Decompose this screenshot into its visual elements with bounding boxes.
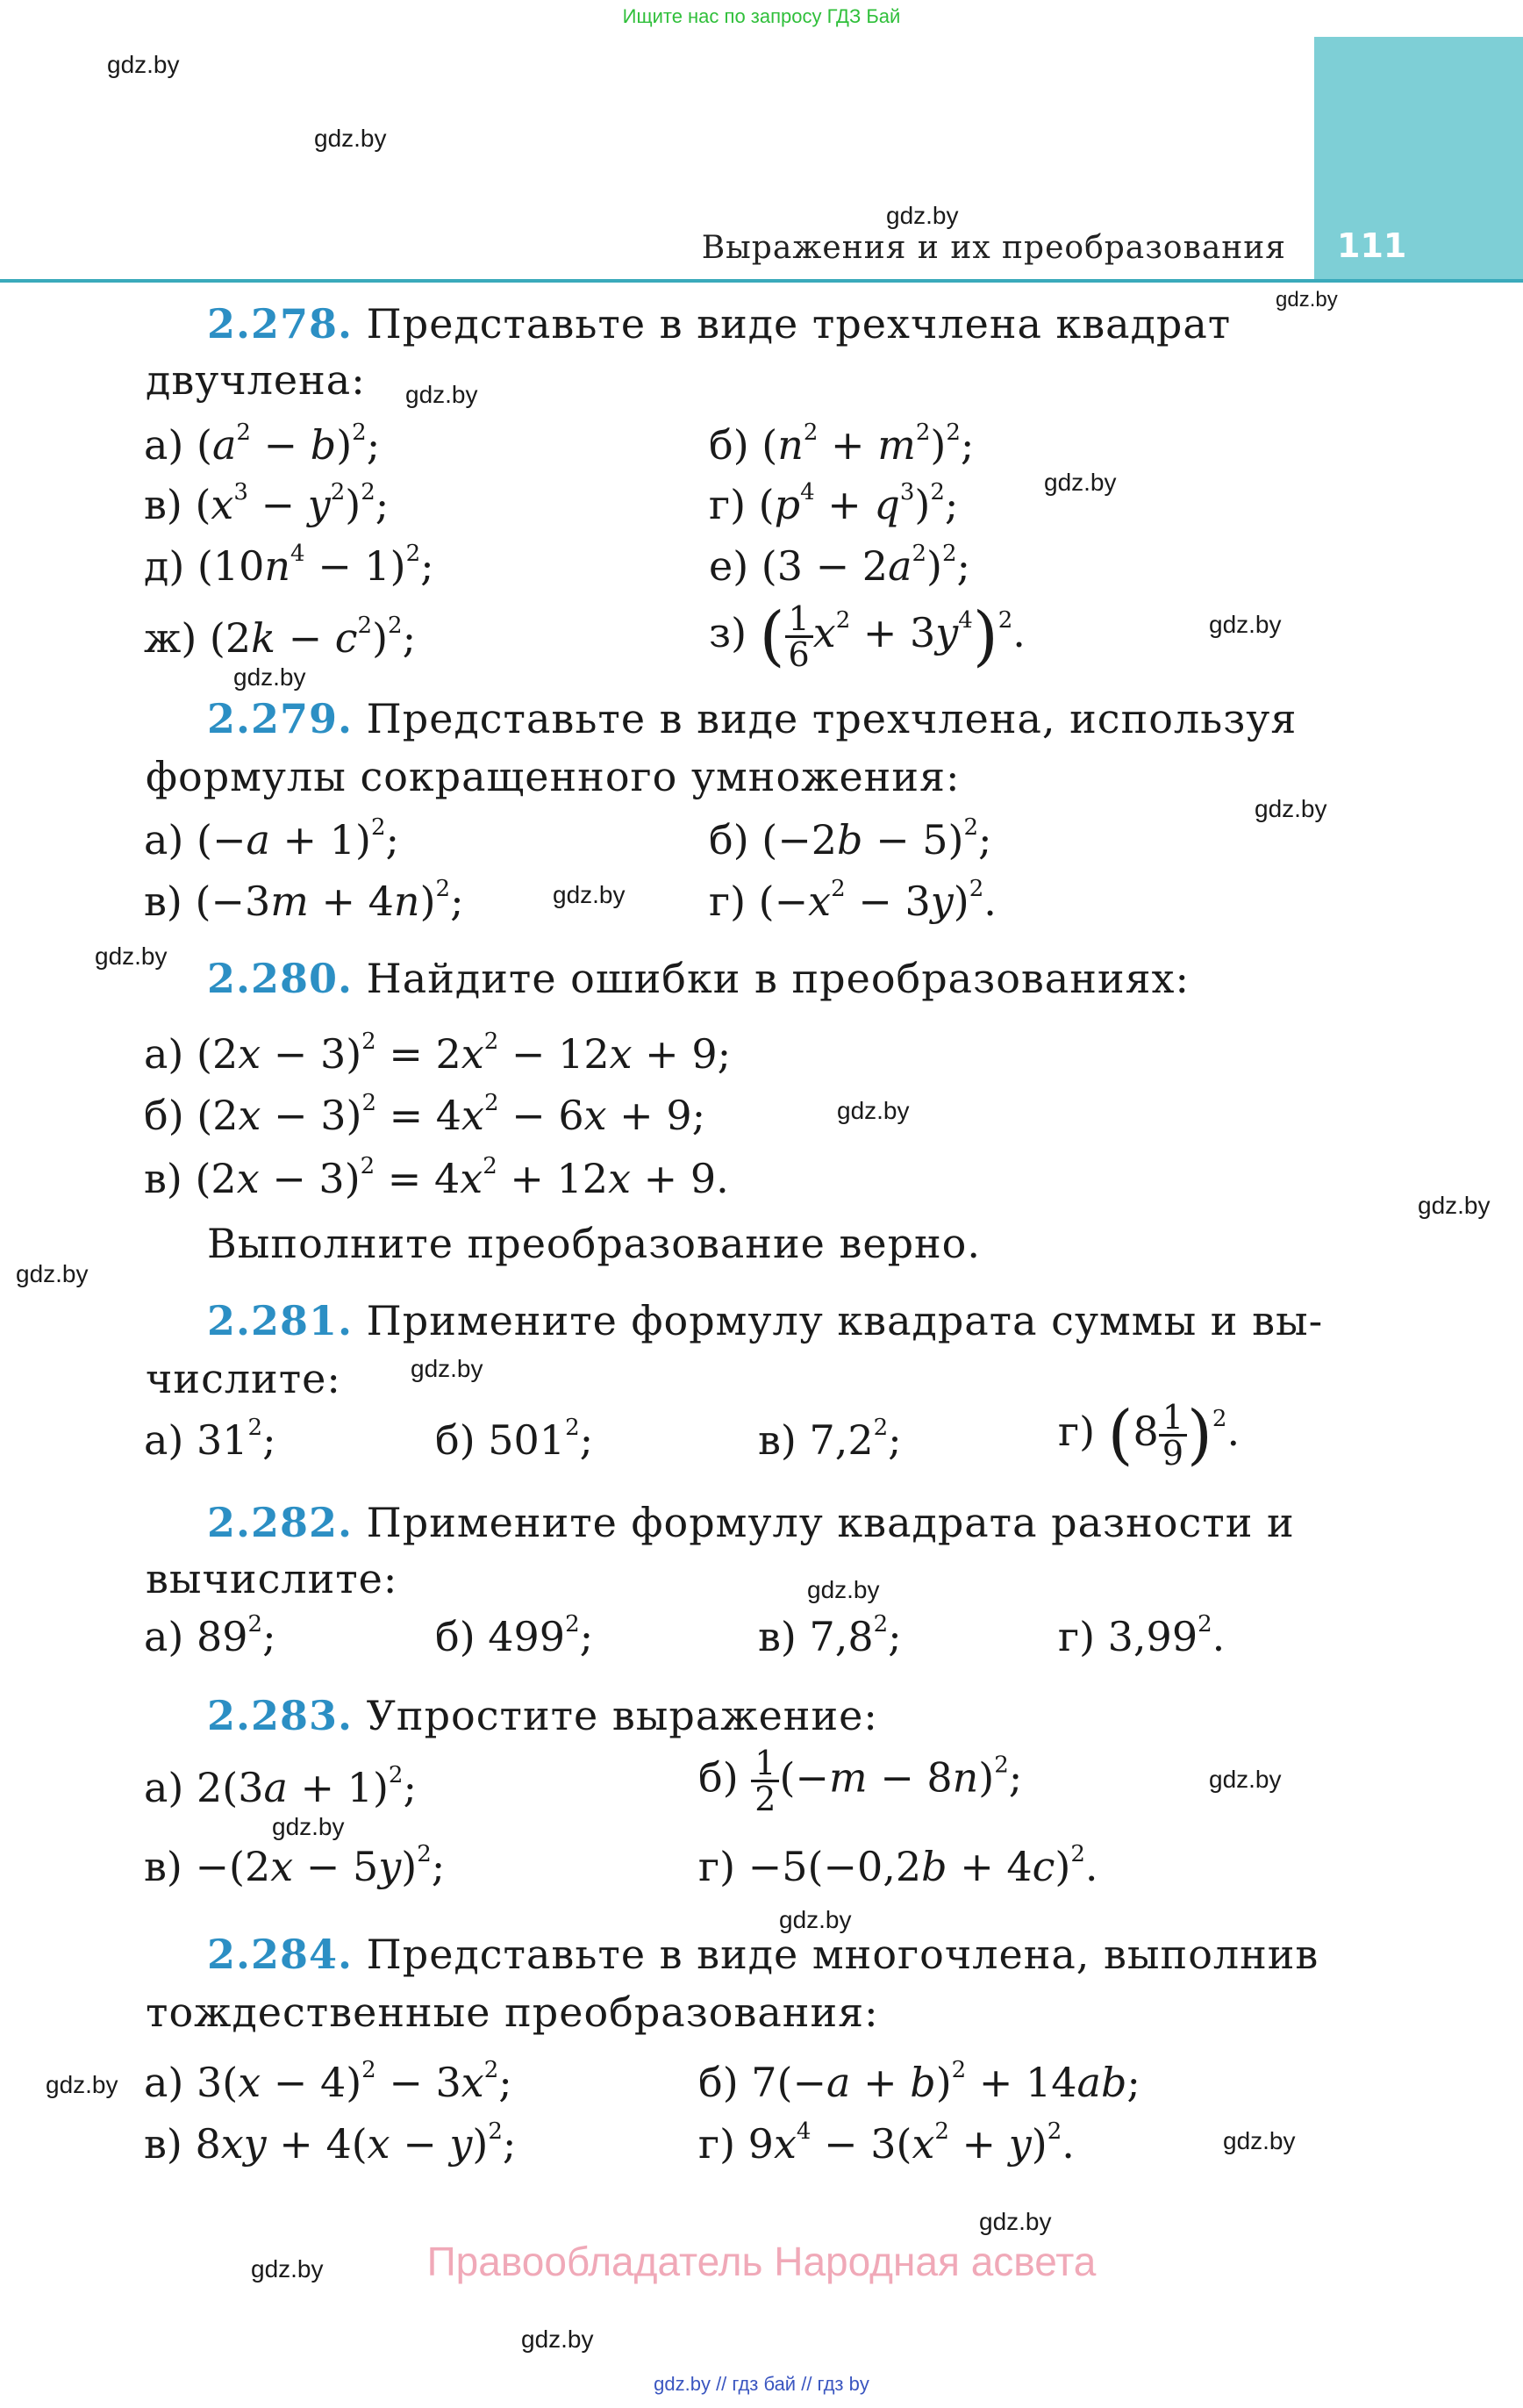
watermark: gdz.by <box>233 663 306 691</box>
task-a: а) $31^2$; <box>144 1415 276 1464</box>
problem-text: Примените формулу квадрата суммы и вы- <box>353 1297 1324 1344</box>
top-note: Ищите нас по запросу ГДЗ Бай <box>622 5 901 27</box>
task-g: г) $(p^4 + q^3)^2$; <box>709 479 959 528</box>
watermark: gdz.by <box>1418 1192 1491 1219</box>
task-b: б) $(-2b - 5)^2$; <box>709 814 992 864</box>
task-g: $г) -5(-0,2b + 4c)^2$. <box>698 1841 1098 1890</box>
task-a: а) $(-a + 1)^2$; <box>144 814 399 864</box>
problem-text-cont: формулы сокращенного умножения: <box>146 753 961 800</box>
problem-text-cont: числите: <box>146 1355 341 1402</box>
problem-2-284 <box>207 1931 1319 1979</box>
page-number: 111 <box>1337 226 1407 265</box>
problem-number: 2.284. <box>207 1931 354 1978</box>
problem-2-281 <box>207 1297 1323 1345</box>
problem-2-283 <box>207 1692 878 1740</box>
watermark: gdz.by <box>411 1355 483 1382</box>
watermark: gdz.by <box>272 1813 345 1840</box>
problem-text-cont: тождественные преобразования: <box>146 1989 879 2036</box>
task-b: б) $501^2$; <box>435 1415 594 1464</box>
task-a: а) $3(x - 4)^2 - 3x^2$; <box>144 2057 512 2106</box>
problem-2-282 <box>207 1499 1295 1547</box>
problem-text: Примените формулу квадрата разности и <box>353 1499 1295 1546</box>
watermark: gdz.by <box>1276 288 1338 312</box>
footer-watermark: gdz.by // гдз бай // гдз by <box>654 2373 869 2395</box>
task-a: а) $(a^2 - b)^2$; <box>144 419 381 469</box>
task-v: в) $(-3m + 4n)^2$; <box>144 876 464 925</box>
problem-2-279 <box>207 695 1297 743</box>
problem-text: Представьте в виде трехчлена, используя <box>353 695 1298 742</box>
task-v: в) $7,8^2$; <box>758 1611 902 1660</box>
task-zh: ж) $(2k - c^2)^2$; <box>144 613 417 662</box>
problem-text-cont: двучлена: <box>146 356 366 404</box>
task-g: г) 3,99$^2$. <box>1058 1611 1226 1660</box>
task-v: в) $8xy + 4(x - y)^2$; <box>144 2118 517 2168</box>
watermark: gdz.by <box>46 2071 118 2098</box>
problem-text: Представьте в виде трехчлена квадрат <box>353 300 1232 348</box>
task-b: б) $499^2$; <box>435 1611 594 1660</box>
watermark: gdz.by <box>107 51 180 78</box>
watermark: gdz.by <box>314 125 387 152</box>
watermark: gdz.by <box>807 1576 880 1603</box>
task-v: в) $(2x - 3)^2 = 4x^2 + 12x + 9$. <box>144 1153 729 1202</box>
task-a: а) $(2x - 3)^2 = 2x^2 - 12x + 9$; <box>144 1028 732 1078</box>
problem-number: 2.283. <box>207 1692 354 1739</box>
problem-2-278 <box>207 300 1231 348</box>
task-g: г) $9x^4 - 3(x^2 + y)^2$. <box>698 2118 1075 2168</box>
problem-text: Найдите ошибки в преобразованиях: <box>353 955 1190 1002</box>
problem-number: 2.278. <box>207 300 354 348</box>
task-d: д) $(10n^4 - 1)^2$; <box>144 541 434 590</box>
task-b: б) $7(-a + b)^2 + 14ab$; <box>698 2057 1140 2106</box>
task-a: а) $2(3a + 1)^2$; <box>144 1762 417 1811</box>
watermark: gdz.by <box>1209 611 1282 638</box>
watermark: gdz.by <box>251 2255 324 2283</box>
problem-text: Упростите выражение: <box>353 1692 878 1739</box>
problem-text: Представьте в виде многочлена, выполнив <box>353 1931 1319 1978</box>
watermark: gdz.by <box>779 1906 852 1933</box>
problem-number: 2.282. <box>207 1499 354 1546</box>
task-a: а) $89^2$; <box>144 1611 276 1660</box>
watermark: gdz.by <box>95 942 168 970</box>
task-b: б) $\frac{1}{2}$ $(-m - 8n)^2$; <box>698 1744 1023 1818</box>
task-e: е) $(3 - 2a^2)^2$; <box>709 541 971 590</box>
watermark: gdz.by <box>979 2208 1052 2235</box>
problem-number: 2.280. <box>207 955 354 1002</box>
problem-number: 2.281. <box>207 1297 354 1344</box>
task-b: б) $(2x - 3)^2 = 4x^2 - 6x + 9$; <box>144 1090 706 1139</box>
problem-2-280 <box>207 955 1190 1003</box>
header-title: Выражения и их преобразования <box>701 230 1286 266</box>
task-g: г) $(-x^2 - 3y)^2$. <box>709 876 997 925</box>
watermark: gdz.by <box>521 2326 594 2353</box>
watermark: gdz.by <box>1209 1766 1282 1793</box>
task-v: $в) -(2x - 5y)^2$; <box>144 1841 446 1890</box>
watermark: gdz.by <box>886 202 959 229</box>
watermark: gdz.by <box>16 1260 89 1287</box>
header-line <box>0 279 1523 283</box>
watermark: gdz.by <box>553 881 626 908</box>
copyright-owner: Правообладатель Народная асвета <box>426 2239 1097 2284</box>
task-v: в) $(x^3 - y^2)^2$; <box>144 479 390 528</box>
watermark: gdz.by <box>1044 469 1117 496</box>
task-g: г) (8 $\frac{1}{9}$ )$^2$. <box>1058 1397 1241 1473</box>
problem-text-cont: вычислите: <box>146 1555 398 1602</box>
problem-note: Выполните преобразование верно. <box>207 1220 981 1267</box>
problem-number: 2.279. <box>207 695 354 742</box>
task-b: б) $(n^2 + m^2)^2$; <box>709 419 975 469</box>
watermark: gdz.by <box>1255 795 1327 822</box>
watermark: gdz.by <box>1223 2127 1296 2154</box>
task-v: в) $7,2^2$; <box>758 1415 902 1464</box>
task-z: з) ( $\frac{1}{6}$ $x^2 + 3y^4)^2$. <box>709 598 1026 674</box>
watermark: gdz.by <box>405 381 478 408</box>
watermark: gdz.by <box>837 1097 910 1124</box>
